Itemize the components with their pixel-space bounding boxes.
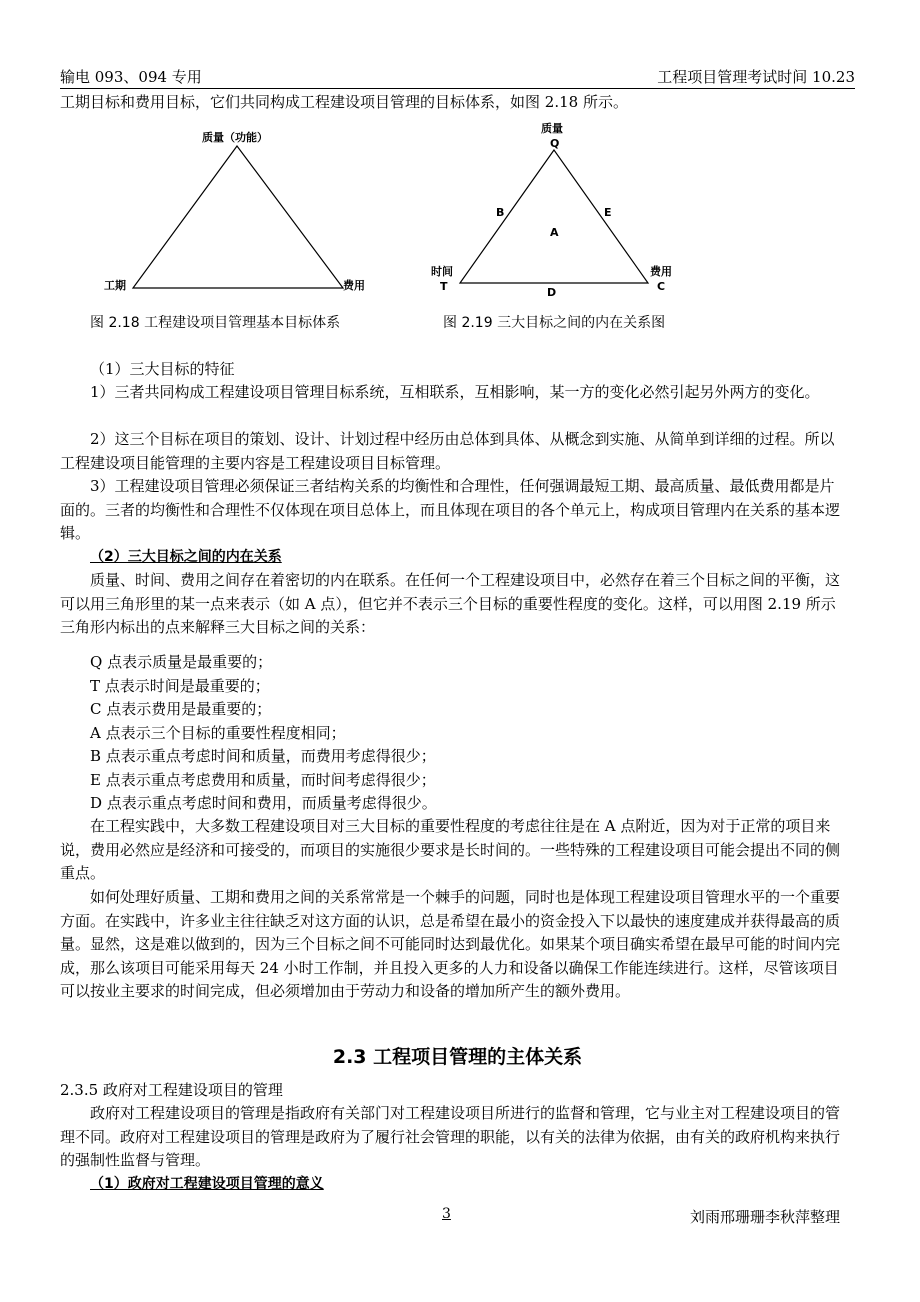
list-item: T 点表示时间是最重要的；: [90, 677, 270, 695]
section2-heading: （2）三大目标之间的内在关系: [90, 549, 282, 565]
fig2-right-label: 费用: [650, 265, 672, 278]
section3-heading: （1）政府对工程建设项目管理的意义: [90, 1176, 324, 1192]
section3-subtitle: 2.3.5 政府对工程建设项目的管理: [60, 1081, 283, 1099]
fig2-right-letter: C: [657, 280, 666, 293]
header-left: 输电 093、094 专用: [60, 68, 202, 86]
fig2-edge-e: E: [604, 206, 612, 219]
goal-triangle: [133, 146, 343, 288]
section1-heading: （1）三大目标的特征: [90, 360, 235, 378]
page-number: 3: [442, 1206, 451, 1222]
intro-line: 工期目标和费用目标，它们共同构成工程建设项目管理的目标体系，如图 2.18 所示。: [60, 93, 628, 111]
fig2-center-a: A: [550, 226, 559, 239]
section2-p3: 如何处理好质量、工期和费用之间的关系常常是一个棘手的问题，同时也是体现工程建设项目管理水平的一个重要方面。在实践中，许多业主往往缺乏对这方面的认识，总是希望在最小的资金投入下以最快的速度建成并获得最高的质量。显然，这是难以做到的，因为三个目标之间不可能同时达到最优化。如果某个项目确实希望在最早可能的时间内完成，那么该项目可能采用每天 24 小时工作制，并且投入更多的人力和设备以确保工作能连续进行。这样，尽管该项目可以按业主要求的时间完成，但必须增加由于劳动力和设备的增加所产生的额外费用。: [60, 888, 841, 1000]
fig1-left-label: 工期: [104, 279, 126, 292]
list-item: C 点表示费用是最重要的；: [90, 700, 272, 718]
fig2-top-label: 质量: [541, 122, 563, 135]
fig2-edge-b: B: [496, 206, 505, 219]
section-title: 2.3 工程项目管理的主体关系: [332, 1046, 583, 1068]
fig2-left-letter: T: [440, 280, 448, 293]
fig1-right-label: 费用: [343, 279, 365, 292]
list-item: B 点表示重点考虑时间和质量，而费用考虑得很少；: [90, 747, 436, 765]
figures-svg: [0, 0, 920, 340]
list-item: A 点表示三个目标的重要性程度相同；: [90, 724, 346, 742]
figure1-caption: 图 2.18 工程建设项目管理基本目标体系: [90, 315, 341, 331]
section1-p1: 1）三者共同构成工程建设项目管理目标系统，互相联系，互相影响，某一方的变化必然引起另外两方的变化。: [90, 383, 820, 401]
fig2-edge-d: D: [547, 286, 557, 299]
section3-p1: 政府对工程建设项目的管理是指政府有关部门对工程建设项目所进行的监督和管理，它与业主对工程建设项目的管理不同。政府对工程建设项目的管理是政府为了履行社会管理的职能，以有关的法律为依据，由有关的政府机构来执行的强制性监督与管理。: [60, 1104, 841, 1169]
list-item: E 点表示重点考虑费用和质量，而时间考虑得很少；: [90, 771, 436, 789]
relation-triangle: [460, 150, 648, 283]
fig2-left-label: 时间: [431, 265, 453, 278]
fig1-top-label: 质量（功能）: [202, 131, 268, 144]
list-item: D 点表示重点考虑时间和费用，而质量考虑得很少。: [90, 794, 437, 812]
footer-credits: 刘雨邢珊珊李秋萍整理: [689, 1208, 840, 1226]
list-item: Q 点表示质量是最重要的；: [90, 653, 273, 671]
section2-p1: 质量、时间、费用之间存在着密切的内在联系。在任何一个工程建设项目中，必然存在着三个目标之间的平衡，这可以用三角形里的某一点来表示（如 A 点），但它并不表示三个目标的重要性程度的变化。这样，可以用图 2.19 所示三角形内标出的点来解释三大目标之间的关系：: [60, 571, 841, 636]
section2-p2: 在工程实践中，大多数工程建设项目对三大目标的重要性程度的考虑往往是在 A 点附近，因为对于正常的项目来说，费用必然应是经济和可接受的，而项目的实施很少要求是长时间的。一些特殊的工程建设项目可能会提出不同的侧重点。: [60, 817, 841, 882]
fig2-top-letter: Q: [550, 137, 560, 150]
figure2-caption: 图 2.19 三大目标之间的内在关系图: [443, 315, 666, 331]
section1-p3: 3）工程建设项目管理必须保证三者结构关系的均衡性和合理性，任何强调最短工期、最高质量、最低费用都是片面的。三者的均衡性和合理性不仅体现在项目总体上，而且体现在项目的各个单元上，构成项目管理内在关系的基本逻辑。: [60, 477, 841, 542]
header-right: 工程项目管理考试时间 10.23: [657, 68, 855, 86]
section1-p2: 2）这三个目标在项目的策划、设计、计划过程中经历由总体到具体、从概念到实施、从简单到详细的过程。所以工程建设项目能管理的主要内容是工程建设项目目标管理。: [60, 430, 835, 472]
